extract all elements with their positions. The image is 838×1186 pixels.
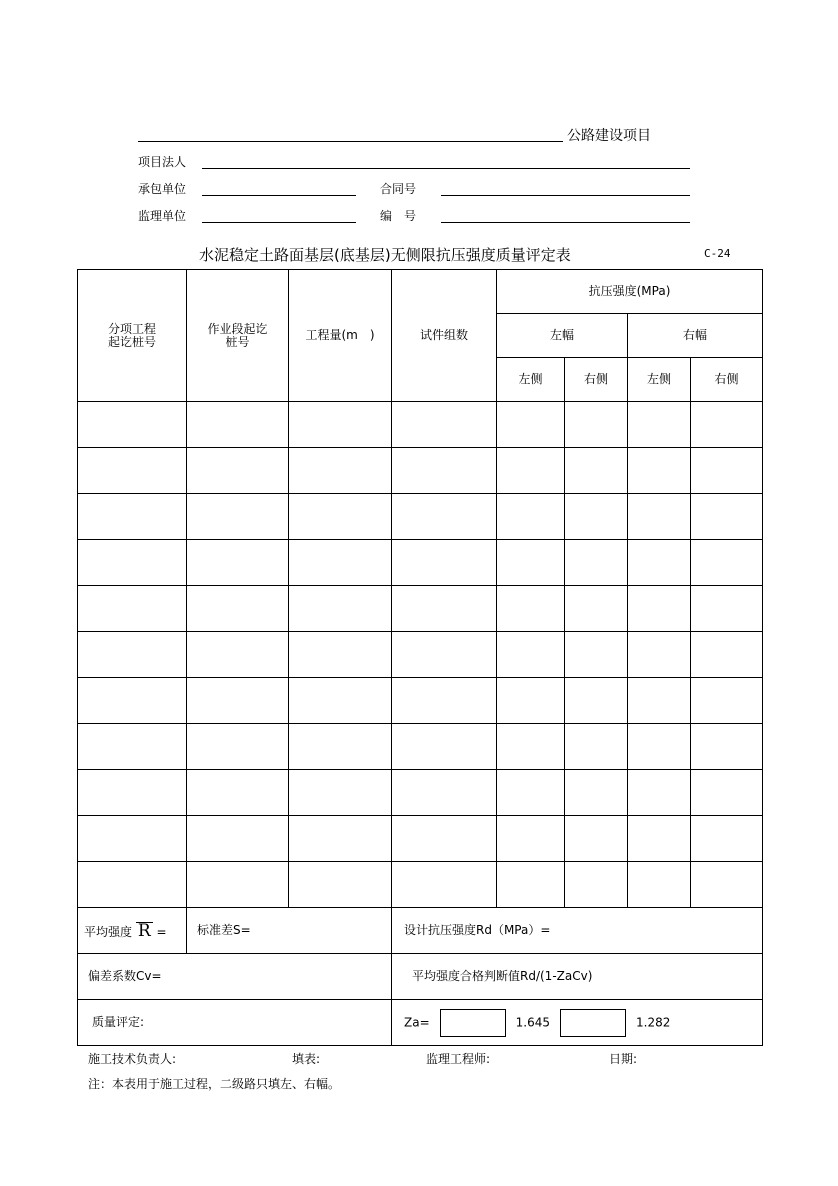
data-cell[interactable] [628, 724, 691, 770]
legal-person-label: 项目法人 [138, 155, 187, 169]
data-cell[interactable] [497, 586, 565, 632]
data-cell[interactable] [392, 540, 497, 586]
quality-cell[interactable]: 质量评定: [78, 1000, 392, 1046]
data-cell[interactable] [78, 402, 187, 448]
data-cell[interactable] [565, 586, 628, 632]
header-quantity: 工程量(m ) [289, 270, 392, 402]
data-cell[interactable] [628, 586, 691, 632]
header-right-width: 右幅 [628, 314, 763, 358]
data-cell[interactable] [691, 816, 763, 862]
filler-label: 填表: [292, 1052, 321, 1066]
engineer-label: 监理工程师: [426, 1052, 491, 1066]
data-cell[interactable] [78, 494, 187, 540]
data-cell[interactable] [392, 448, 497, 494]
note: 注：本表用于施工过程，二级路只填左、右幅。 [88, 1077, 341, 1091]
data-cell[interactable] [565, 448, 628, 494]
data-cell[interactable] [187, 540, 289, 586]
equals-sign: = [156, 925, 167, 939]
header-left-width: 左幅 [497, 314, 628, 358]
data-cell[interactable] [565, 402, 628, 448]
data-cell[interactable] [392, 678, 497, 724]
data-cell[interactable] [497, 678, 565, 724]
table-row [78, 540, 763, 586]
data-cell[interactable] [628, 632, 691, 678]
project-name-line[interactable] [138, 141, 563, 142]
data-cell[interactable] [497, 448, 565, 494]
data-cell[interactable] [392, 494, 497, 540]
header-segment-station: 作业段起讫 桩号 [187, 270, 289, 402]
header-section-station: 分项工程 起讫桩号 [78, 270, 187, 402]
criterion-cell[interactable]: 平均强度合格判断值Rd/(1-ZaCv) [392, 954, 763, 1000]
data-cell[interactable] [691, 494, 763, 540]
data-cell[interactable] [187, 816, 289, 862]
number-line[interactable] [441, 222, 690, 223]
data-cell[interactable] [497, 540, 565, 586]
r-bar-symbol: R [137, 921, 151, 941]
data-cell[interactable] [78, 862, 187, 908]
data-cell[interactable] [628, 770, 691, 816]
data-cell[interactable] [565, 816, 628, 862]
data-cell[interactable] [78, 678, 187, 724]
data-cell[interactable] [565, 678, 628, 724]
table-row [78, 770, 763, 816]
data-cell[interactable] [289, 678, 392, 724]
za-cell [392, 1000, 763, 1046]
table-row [78, 586, 763, 632]
data-cell[interactable] [565, 632, 628, 678]
data-cell[interactable] [628, 494, 691, 540]
data-cell[interactable] [187, 862, 289, 908]
supervisor-line[interactable] [202, 222, 356, 223]
data-cell[interactable] [78, 770, 187, 816]
data-cell[interactable] [187, 632, 289, 678]
data-cell[interactable] [187, 448, 289, 494]
data-cell[interactable] [78, 724, 187, 770]
data-cell[interactable] [691, 862, 763, 908]
evaluation-table [77, 269, 763, 1046]
form-title: 水泥稳定土路面基层(底基层)无侧限抗压强度质量评定表 [199, 246, 571, 264]
table-row [78, 862, 763, 908]
za-value-2: 1.282 [636, 1015, 671, 1029]
data-cell[interactable] [691, 586, 763, 632]
data-cell[interactable] [289, 586, 392, 632]
za-label: Za= [404, 1015, 430, 1029]
data-cell[interactable] [565, 724, 628, 770]
number-label: 编 号 [380, 209, 417, 223]
header-specimen-groups: 试件组数 [392, 270, 497, 402]
tech-lead-label: 施工技术负责人: [88, 1052, 177, 1066]
table-row [78, 448, 763, 494]
header-right-right: 右侧 [691, 358, 763, 402]
data-cell[interactable] [691, 448, 763, 494]
data-cell[interactable] [392, 586, 497, 632]
data-cell[interactable] [497, 402, 565, 448]
data-cell[interactable] [565, 494, 628, 540]
data-cell[interactable] [691, 770, 763, 816]
avg-strength-cell[interactable] [78, 908, 187, 954]
data-cell[interactable] [565, 862, 628, 908]
data-cell[interactable] [392, 724, 497, 770]
data-cell[interactable] [289, 632, 392, 678]
header-left-left: 左侧 [497, 358, 565, 402]
data-cell[interactable] [628, 448, 691, 494]
design-strength-cell[interactable]: 设计抗压强度Rd（MPa）= [392, 908, 763, 954]
data-cell[interactable] [78, 586, 187, 632]
header-left-right: 右侧 [565, 358, 628, 402]
data-cell[interactable] [187, 678, 289, 724]
data-cell[interactable] [691, 402, 763, 448]
data-cell[interactable] [628, 540, 691, 586]
contractor-label: 承包单位 [138, 182, 187, 196]
data-cell[interactable] [187, 586, 289, 632]
data-cell[interactable] [497, 724, 565, 770]
za-checkbox-1282[interactable] [560, 1009, 626, 1037]
table-row [78, 816, 763, 862]
data-cell[interactable] [187, 770, 289, 816]
data-cell[interactable] [289, 816, 392, 862]
data-cell[interactable] [565, 770, 628, 816]
data-cell[interactable] [628, 816, 691, 862]
data-cell[interactable] [78, 448, 187, 494]
data-cell[interactable] [691, 632, 763, 678]
table-row [78, 678, 763, 724]
data-cell[interactable] [628, 862, 691, 908]
data-cell[interactable] [497, 494, 565, 540]
data-cell[interactable] [78, 816, 187, 862]
data-cell[interactable] [392, 862, 497, 908]
legal-person-line[interactable] [202, 168, 690, 169]
data-cell[interactable] [187, 402, 289, 448]
data-cell[interactable] [289, 448, 392, 494]
data-cell[interactable] [289, 724, 392, 770]
data-cell[interactable] [392, 402, 497, 448]
data-cell[interactable] [497, 632, 565, 678]
contractor-line[interactable] [202, 195, 356, 196]
data-cell[interactable] [628, 402, 691, 448]
data-cell[interactable] [691, 678, 763, 724]
data-cell[interactable] [289, 862, 392, 908]
data-cell[interactable] [628, 678, 691, 724]
data-cell[interactable] [497, 862, 565, 908]
data-cell[interactable] [392, 632, 497, 678]
data-cell[interactable] [497, 770, 565, 816]
data-cell[interactable] [497, 816, 565, 862]
cv-cell[interactable]: 偏差系数Cv= [78, 954, 392, 1000]
project-suffix: 公路建设项目 [567, 128, 651, 144]
data-cell[interactable] [392, 770, 497, 816]
data-cell[interactable] [78, 540, 187, 586]
za-value-1: 1.645 [515, 1015, 550, 1029]
data-cell[interactable] [289, 402, 392, 448]
header-compressive-strength: 抗压强度(MPa) [497, 270, 763, 314]
supervisor-label: 监理单位 [138, 209, 187, 223]
data-cell[interactable] [78, 632, 187, 678]
data-cell[interactable] [187, 724, 289, 770]
data-cell[interactable] [289, 770, 392, 816]
contract-no-line[interactable] [441, 195, 690, 196]
table-row [78, 724, 763, 770]
data-cell[interactable] [392, 816, 497, 862]
table-row [78, 632, 763, 678]
data-cell[interactable] [289, 494, 392, 540]
form-code: C-24 [704, 247, 731, 260]
data-cell[interactable] [187, 494, 289, 540]
table-row [78, 494, 763, 540]
data-cell[interactable] [691, 724, 763, 770]
date-label: 日期: [609, 1052, 638, 1066]
std-dev-cell[interactable]: 标准差S= [187, 908, 392, 954]
data-cell[interactable] [289, 540, 392, 586]
data-cell[interactable] [565, 540, 628, 586]
contract-no-label: 合同号 [380, 182, 417, 196]
table-row [78, 402, 763, 448]
avg-strength-label: 平均强度 [84, 925, 133, 939]
header-right-left: 左侧 [628, 358, 691, 402]
za-checkbox-1645[interactable] [440, 1009, 506, 1037]
data-cell[interactable] [691, 540, 763, 586]
